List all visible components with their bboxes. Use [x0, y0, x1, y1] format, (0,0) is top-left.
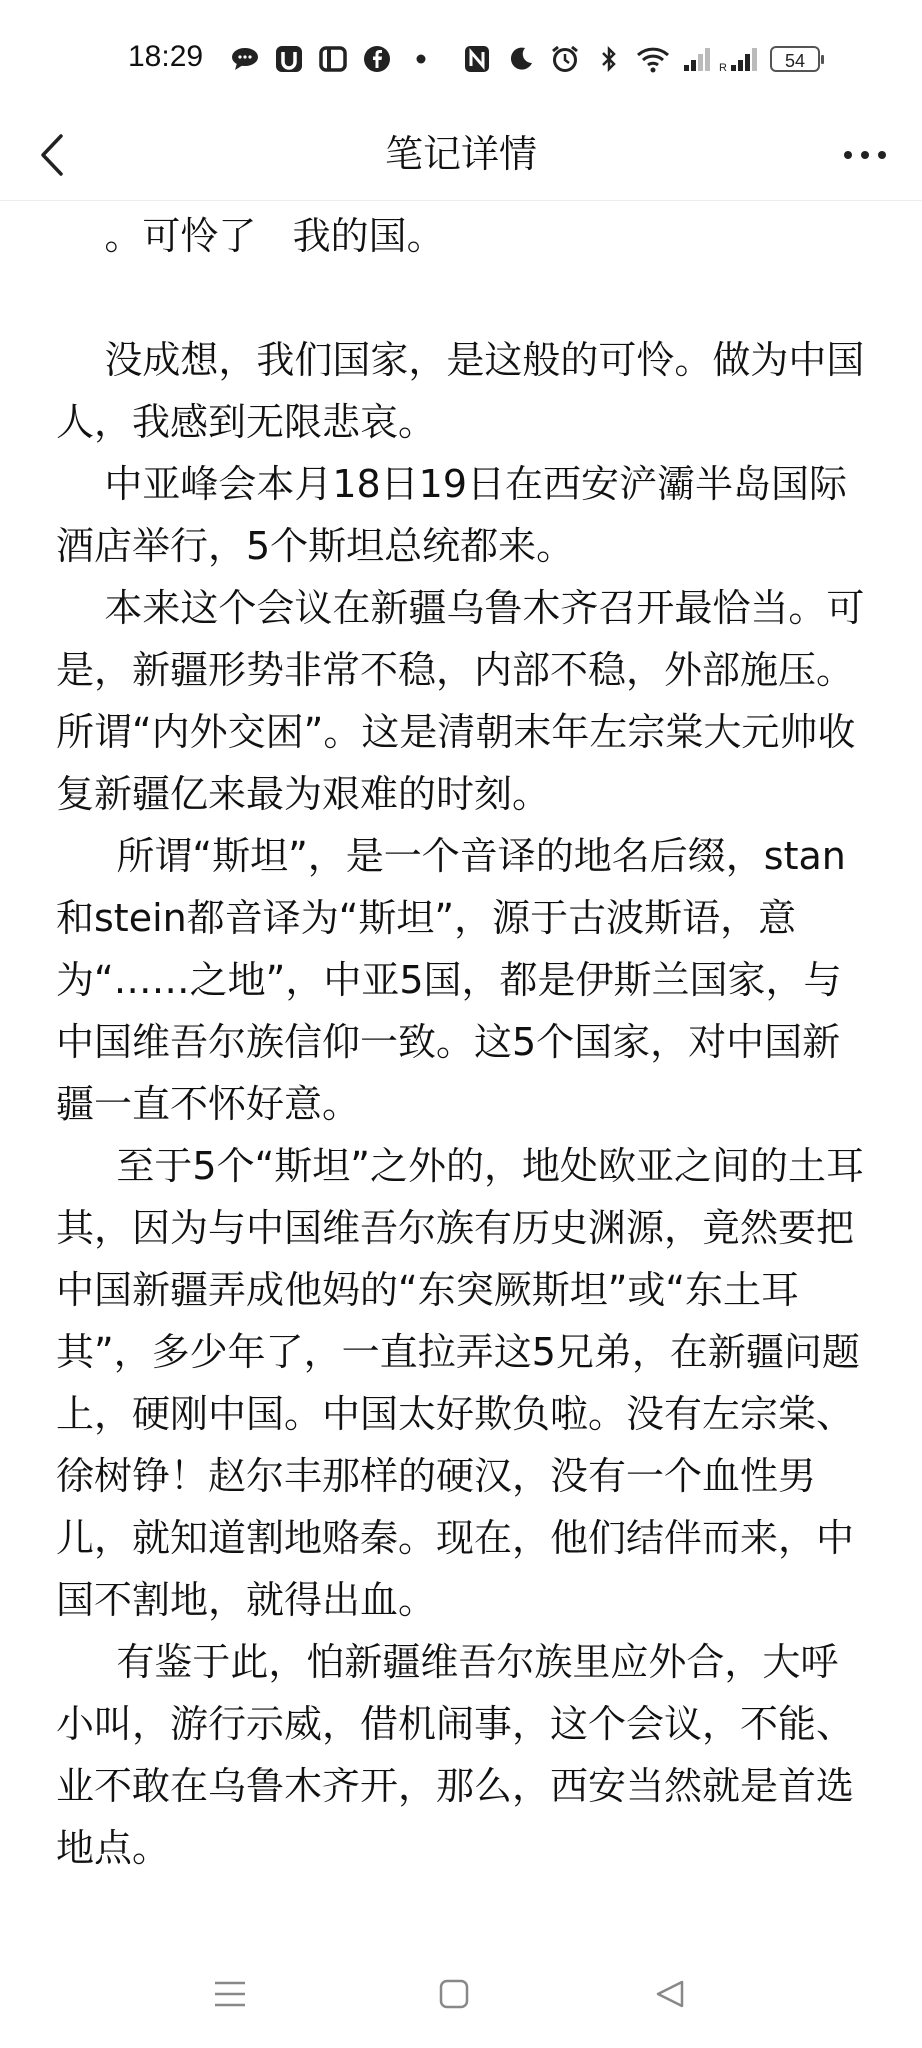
facebook-icon: [362, 44, 392, 74]
more-notifications-dot-icon: [406, 44, 436, 74]
note-paragraph: 至于5个“斯坦”之外的，地处欧亚之间的土耳其，因为与中国维吾尔族有历史渊源，竟然要把中国新疆弄成他妈的“东突厥斯坦”或“东土耳其”，多少年了，一直拉弄这5兄弟，在新疆问题上，硬刚中国。中国太好欺负啦。没有左宗棠、徐树铮！赵尔丰那样的硬汉，没有一个血性男儿，就知道割地赂秦。现在，他们结伴而来，中国不割地，就得出血。: [56, 1144, 864, 1622]
status-bar: [0, 0, 922, 120]
more-dots-icon: [842, 150, 888, 160]
status-time: 18:29: [128, 40, 204, 73]
note-paragraph: 所谓“斯坦”，是一个音译的地名后缀，stan和stein都音译为“斯坦”，源于古波斯语，意为“……之地”，中亚5国，都是伊斯兰国家，与中国维吾尔族信仰一致。这5个国家，对中国新疆一直不怀好意。: [56, 834, 846, 1126]
notification-icons: [230, 44, 436, 74]
note-paragraph: 中亚峰会本月18日19日在西安浐灞半岛国际酒店举行，5个斯坦总统都来。: [56, 462, 848, 568]
note-paragraph: 没成想，我们国家，是这般的可怜。做为中国人，我感到无限悲哀。: [56, 338, 865, 444]
note-paragraph: 本来这个会议在新疆乌鲁木齐召开最恰当。可是，新疆形势非常不稳，内部不稳，外部施压。所谓“内外交困”。这是清朝末年左宗棠大元帅收复新疆亿来最为艰难的时刻。: [56, 586, 865, 816]
back-nav-button[interactable]: [640, 1964, 700, 2024]
do-not-disturb-moon-icon: [506, 44, 536, 74]
header-bar: [0, 110, 922, 202]
battery-indicator: 54: [770, 46, 820, 72]
svg-text:R: R: [719, 62, 727, 74]
signal-strength-2-icon: [719, 44, 756, 74]
chat-bubble-icon: [230, 44, 260, 74]
blank-line: [56, 267, 876, 329]
home-button[interactable]: [424, 1964, 484, 2024]
recent-apps-button[interactable]: [200, 1964, 260, 2024]
note-content[interactable]: [56, 205, 876, 1930]
system-navigation-bar: [0, 1930, 922, 2048]
bluetooth-icon: [594, 44, 624, 74]
signal-strength-1-icon: [682, 44, 712, 74]
note-paragraph: 。可怜了 我的国。: [56, 214, 445, 258]
alarm-clock-icon: [550, 44, 580, 74]
more-options-button[interactable]: [830, 120, 900, 190]
square-icon: [438, 1978, 470, 2010]
book-app-icon: [318, 44, 348, 74]
system-icons: [462, 44, 820, 74]
wifi-icon: [638, 44, 668, 74]
note-paragraph: 有鉴于此，怕新疆维吾尔族里应外合，大呼小叫，游行示威，借机闹事，这个会议，不能、业不敢在乌鲁木齐开，那么，西安当然就是首选地点。: [56, 1640, 855, 1870]
u-app-icon: [274, 44, 304, 74]
triangle-back-icon: [654, 1978, 686, 2010]
menu-lines-icon: [213, 1979, 247, 2009]
nfc-icon: [462, 44, 492, 74]
header-divider: [0, 200, 922, 201]
page-title: 笔记详情: [384, 132, 537, 176]
